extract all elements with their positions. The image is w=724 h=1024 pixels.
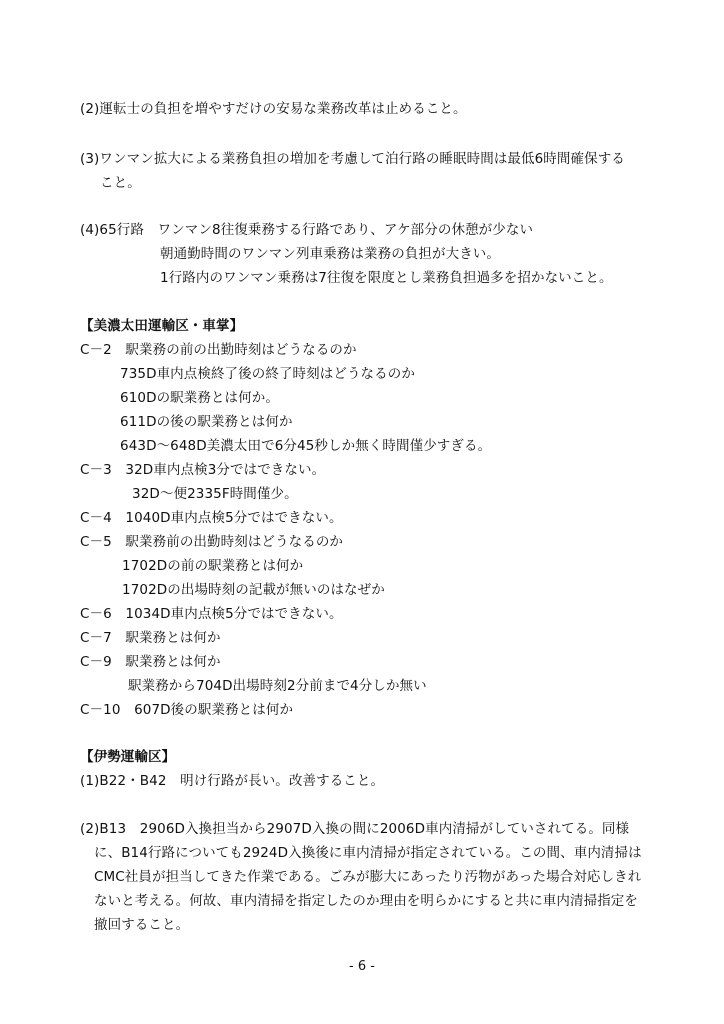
demand-item-2: (2)運転士の負担を増やすだけの安易な業務改革は止めること。	[80, 101, 467, 117]
demand-item-3-line-2: こと。	[100, 175, 141, 191]
ise-item-2-line: に、B14行路についても2924D入換後に車内清掃が指定されている。この間、車内清掃は	[94, 845, 642, 861]
list-item: 1702Dの前の駅業務とは何か	[122, 558, 304, 574]
list-item: C－4 1040D車内点検5分ではできない。	[80, 510, 343, 526]
ise-item-2-line: CMC社員が担当してきた作業である。ごみが膨大にあったり汚物があった場合対応しきれ	[94, 869, 642, 885]
ise-item-2-line: ないと考える。何故、車内清掃を指定したのか理由を明らかにすると共に車内清掃指定を	[94, 893, 638, 909]
list-item: 610Dの駅業務とは何か。	[120, 390, 279, 406]
demand-item-4-line-1: (4)65行路 ワンマン8往復乗務する行路であり、アケ部分の休憩が少ない	[80, 222, 534, 238]
list-item: C－7 駅業務とは何か	[80, 630, 221, 646]
list-item: C－3 32D車内点検3分ではできない。	[80, 462, 326, 478]
list-item: 735D車内点検終了後の終了時刻はどうなるのか	[120, 366, 415, 382]
list-item: 1702Dの出場時刻の記載が無いのはなぜか	[122, 582, 385, 598]
list-item: C－10 607D後の駅業務とは何か	[80, 702, 294, 718]
list-item: C－5 駅業務前の出勤時刻はどうなるのか	[80, 534, 344, 550]
demand-item-4-line-2: 朝通勤時間のワンマン列車乗務は業務の負担が大きい。	[160, 246, 500, 262]
list-item: 643D～648D美濃太田で6分45秒しか無く時間僅少すぎる。	[120, 438, 492, 454]
list-item: 32D～便2335F時間僅少。	[132, 486, 298, 502]
page-number: - 6 -	[349, 959, 375, 974]
section-heading-ise: 【伊勢運輸区】	[80, 749, 176, 765]
list-item: C－2 駅業務の前の出勤時刻はどうなるのか	[80, 342, 357, 358]
ise-item-2-line: (2)B13 2906D入換担当から2907D入換の間に2006D車内清掃がしていされてる。同様	[80, 821, 630, 837]
demand-item-4-line-3: 1行路内のワンマン乗務は7往復を限度とし業務負担過多を招かないこと。	[160, 270, 613, 286]
ise-item-1: (1)B22・B42 明け行路が長い。改善すること。	[80, 773, 385, 789]
list-item: C－9 駅業務とは何か	[80, 654, 221, 670]
list-item: 駅業務から704D出場時刻2分前まで4分しか無い	[128, 678, 427, 694]
ise-item-2-line: 撤回すること。	[94, 917, 190, 933]
list-item: 611Dの後の駅業務とは何か	[120, 414, 293, 430]
section-heading-minoota: 【美濃太田運輸区・車掌】	[80, 318, 244, 334]
demand-item-3-line-1: (3)ワンマン拡大による業務負担の増加を考慮して泊行路の睡眠時間は最低6時間確保する	[80, 151, 625, 167]
list-item: C－6 1034D車内点検5分ではできない。	[80, 606, 343, 622]
